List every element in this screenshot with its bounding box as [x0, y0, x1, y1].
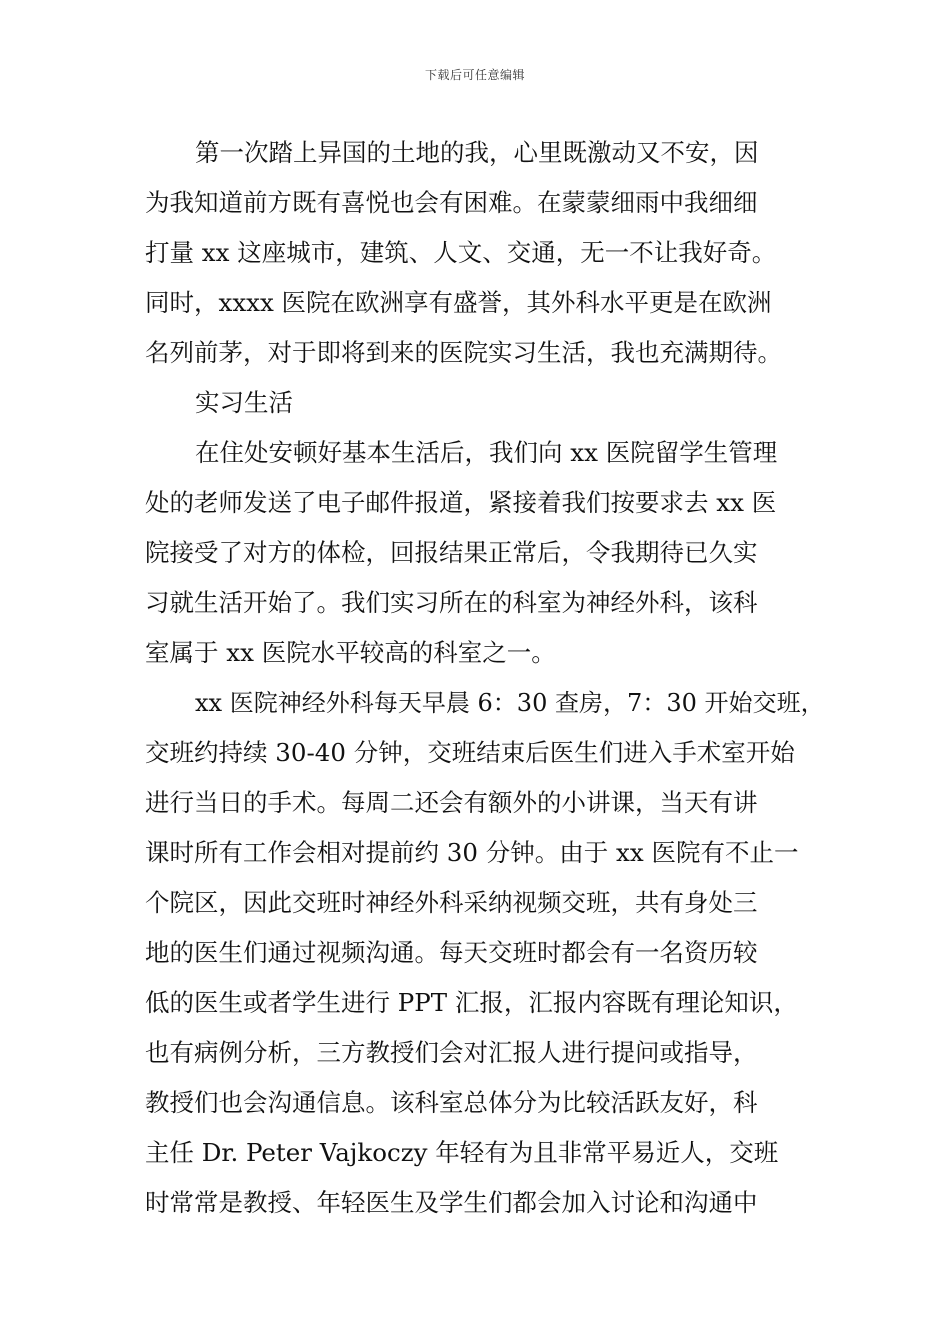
text-line: 室属于 xx 医院水平较高的科室之一。	[145, 638, 556, 667]
text-line: 实习生活	[195, 388, 293, 417]
document-body	[145, 128, 825, 1228]
text-line: 名列前茅，对于即将到来的医院实习生活，我也充满期待。	[145, 338, 782, 367]
text-line: 为我知道前方既有喜悦也会有困难。在蒙蒙细雨中我细细	[145, 188, 758, 217]
text-line: 院接受了对方的体检，回报结果正常后，令我期待已久实	[145, 538, 758, 567]
text-line: 个院区，因此交班时神经外科采纳视频交班，共有身处三	[145, 888, 758, 917]
text-line: 在住处安顿好基本生活后，我们向 xx 医院留学生管理	[195, 438, 778, 467]
text-line: 低的医生或者学生进行 PPT 汇报，汇报内容既有理论知识，	[145, 988, 798, 1017]
text-line: 主任 Dr. Peter Vajkoczy 年轻有为且非常平易近人，交班	[145, 1138, 779, 1167]
text-line: 习就生活开始了。我们实习所在的科室为神经外科，该科	[145, 588, 758, 617]
text-line: 进行当日的手术。每周二还会有额外的小讲课，当天有讲	[145, 788, 758, 817]
text-line: xx 医院神经外科每天早晨 6：30 查房，7：30 开始交班，	[195, 689, 825, 717]
text-line: 时常常是教授、年轻医生及学生们都会加入讨论和沟通中	[145, 1188, 758, 1217]
text-line: 第一次踏上异国的土地的我，心里既激动又不安，因	[195, 138, 759, 167]
text-line: 课时所有工作会相对提前约 30 分钟。由于 xx 医院有不止一	[145, 838, 799, 867]
text-line: 交班约持续 30-40 分钟，交班结束后医生们进入手术室开始	[145, 738, 795, 767]
text-line: 也有病例分析，三方教授们会对汇报人进行提问或指导，	[145, 1038, 758, 1067]
text-line: 地的医生们通过视频沟通。每天交班时都会有一名资历较	[145, 938, 758, 967]
text-line: 教授们也会沟通信息。该科室总体分为比较活跃友好，科	[145, 1088, 758, 1117]
text-line: 打量 xx 这座城市，建筑、人文、交通，无一不让我好奇。	[145, 238, 777, 267]
text-line: 同时，xxxx 医院在欧洲享有盛誉，其外科水平更是在欧洲	[145, 288, 772, 317]
header-note: 下载后可任意编辑	[424, 68, 525, 82]
text-line: 处的老师发送了电子邮件报道，紧接着我们按要求去 xx 医	[145, 488, 777, 517]
